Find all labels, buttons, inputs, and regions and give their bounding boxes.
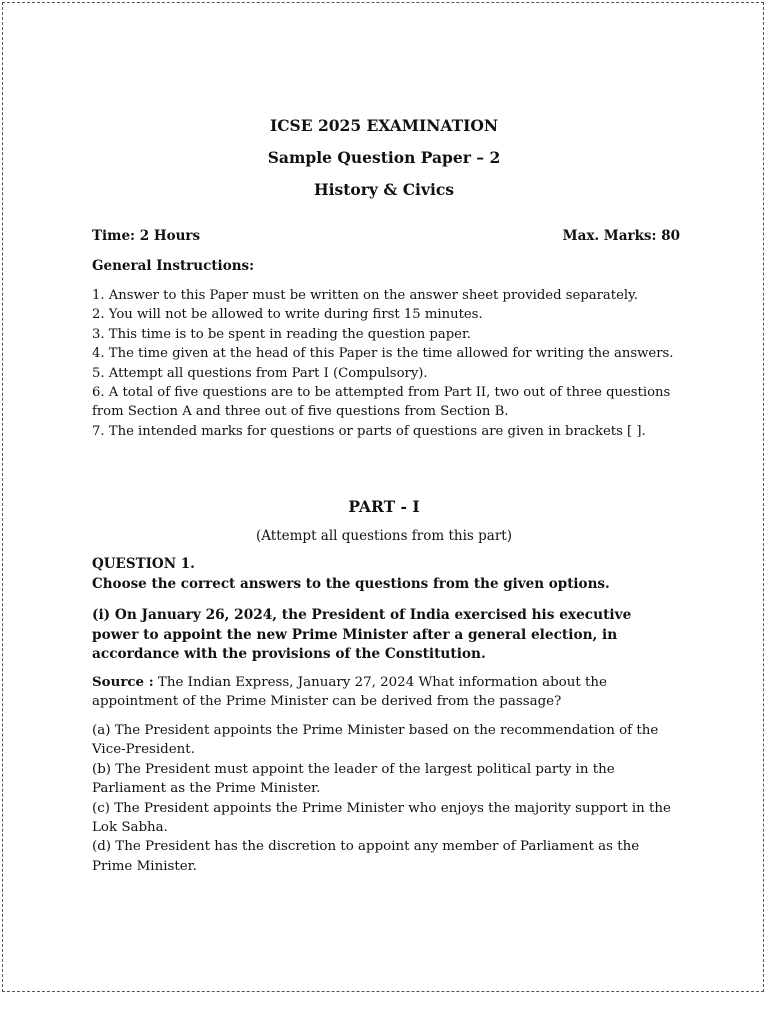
instruction-item: 2. You will not be allowed to write during first 15 minutes. [92,307,483,323]
option-b: (b) The President must appoint the leader of the largest political party in the Parliament as the Prime Minister. [92,761,615,797]
max-marks-label: Max. Marks: 80 [562,228,680,244]
instructions-list [92,286,682,441]
part-title: PART - I [348,497,420,516]
answer-options [92,721,682,876]
subject-title: History & Civics [314,180,454,199]
instruction-item: 4. The time given at the head of this Paper is the time allowed for writing the answers. [92,346,674,362]
instruction-item: 3. This time is to be spent in reading the question paper. [92,326,471,342]
source-paragraph [92,673,682,712]
instruction-item: 1. Answer to this Paper must be written on the answer sheet provided separately. [92,288,638,303]
part-subtitle: (Attempt all questions from this part) [256,528,512,544]
option-d: (d) The President has the discretion to appoint any member of Parliament as the Prime Minister. [92,839,640,874]
option-c: (c) The President appoints the Prime Minister who enjoys the majority support in the Lok Sabha. [92,800,671,836]
option-a: (a) The President appoints the Prime Minister based on the recommendation of the Vice-President. [92,723,659,758]
instructions-heading: General Instructions: [92,258,255,274]
source-label: Source : [92,674,154,690]
question-stem: (i) On January 26, 2024, the President of India exercised his executive power to appoint the new Prime Minister after a general election, in accordance with the provisions of the Constitution. [92,607,632,663]
exam-title: ICSE 2025 EXAMINATION [269,116,499,135]
question-instruction: Choose the correct answers to the questions from the given options. [92,576,610,592]
exam-meta [92,228,680,244]
instruction-item: 5. Attempt all questions from Part I (Compulsory). [92,365,428,381]
time-label: Time: 2 Hours [92,228,201,244]
instruction-item: 6. A total of five questions are to be attempted from Part II, two out of three questions from Section A and three out of five questions from Section B. [92,385,671,420]
question-number: QUESTION 1. [92,556,195,572]
paper-title: Sample Question Paper – 2 [267,148,501,167]
instruction-item: 7. The intended marks for questions or parts of questions are given in brackets [ ]. [92,423,646,439]
source-text: The Indian Express, January 27, 2024 What information about the appointment of the Prime Minister can be derived from the passage? [92,675,607,710]
